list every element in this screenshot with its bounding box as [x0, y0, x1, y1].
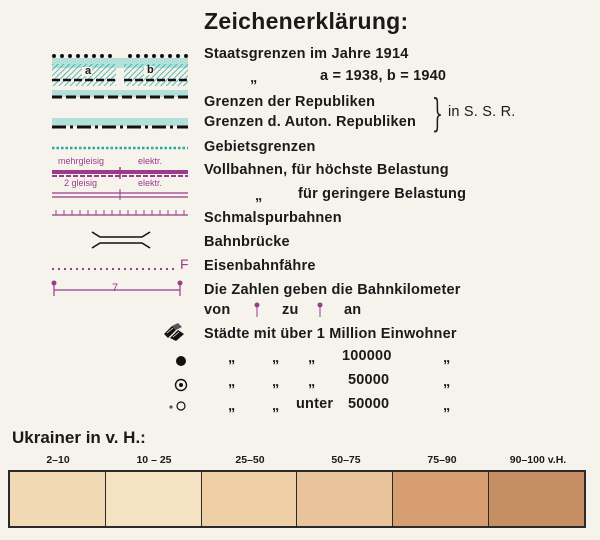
range-label: 2–10 — [46, 454, 70, 466]
label-gebietsgrenzen: Gebietsgrenzen — [204, 139, 316, 155]
label-2gleisig: 2 gleisig — [64, 178, 98, 188]
label-zu: zu — [282, 302, 299, 318]
label-republiken: Grenzen der Republiken — [204, 94, 376, 110]
label-schmalspur: Schmalspurbahnen — [204, 210, 342, 226]
city-100000-icon — [175, 355, 187, 367]
label-50000: 50000 — [348, 372, 390, 388]
auton-republic-border-symbol — [52, 118, 188, 132]
ditto-100000-1: „ — [228, 350, 236, 366]
label-bahnbruecke: Bahnbrücke — [204, 234, 290, 250]
range-label: 25–50 — [235, 454, 265, 466]
color-swatch-2-10 — [10, 472, 106, 526]
range-label: 75–90 — [427, 454, 457, 466]
railway-bridge-symbol — [52, 230, 188, 250]
brace-icon: } — [432, 91, 443, 135]
label-von: von — [204, 302, 231, 318]
ditto-100000-2: „ — [272, 350, 280, 366]
region-border-symbol — [52, 145, 188, 151]
border-1938-1940-symbol — [52, 64, 188, 86]
ditto-1938: „ — [250, 70, 258, 86]
label-staedte-million: Städte mit über 1 Million Einwohner — [204, 326, 457, 342]
ditto-unter-1: „ — [228, 398, 236, 414]
mainline-low-symbol — [52, 178, 188, 200]
label-an: an — [344, 302, 362, 318]
km-marker-icon — [316, 302, 324, 318]
city-small-icon — [168, 400, 190, 412]
ditto-50000-1: „ — [228, 374, 236, 390]
label-staatsgrenzen: Staatsgrenzen im Jahre 1914 — [204, 46, 409, 62]
km-marker-icon — [253, 302, 261, 318]
label-auton-republiken: Grenzen d. Auton. Republiken — [204, 114, 417, 130]
label-vollbahnen-gering: für geringere Belastung — [298, 186, 467, 202]
label-bahnkilometer: Die Zahlen geben die Bahnkilometer — [204, 282, 461, 298]
city-million-icon — [162, 322, 186, 342]
ditto-50000-4: „ — [443, 374, 451, 390]
color-swatch-75-90 — [393, 472, 489, 526]
republic-border-symbol — [52, 90, 188, 102]
ferry-marker: F — [180, 256, 189, 272]
color-swatch-10-25 — [106, 472, 202, 526]
ditto-unter-3: „ — [443, 398, 451, 414]
range-label: 90–100 v.H. — [509, 454, 567, 466]
label-a: a — [85, 65, 92, 77]
color-swatch-50-75 — [297, 472, 393, 526]
ukrainer-title: Ukrainer in v. H.: — [12, 428, 146, 447]
label-unter: unter — [296, 396, 334, 412]
ditto-50000-3: „ — [308, 374, 316, 390]
city-50000-icon — [174, 378, 188, 392]
km-value: 7 — [112, 282, 119, 294]
label-elektr2: elektr. — [138, 178, 163, 188]
label-b: b — [147, 64, 154, 76]
ditto-100000-4: „ — [443, 350, 451, 366]
ukrainer-color-scale — [8, 470, 586, 528]
ditto-50000-2: „ — [272, 374, 280, 390]
label-years: a = 1938, b = 1940 — [320, 68, 447, 84]
label-50000b: 50000 — [348, 396, 390, 412]
label-100000: 100000 — [342, 348, 392, 364]
label-vollbahnen-hoch: Vollbahnen, für höchste Belastung — [204, 162, 449, 178]
ditto-vollbahnen: „ — [255, 188, 263, 204]
narrow-gauge-symbol — [52, 208, 188, 218]
label-mehrgleisig: mehrgleisig — [58, 156, 105, 166]
railway-ferry-symbol — [52, 256, 189, 272]
legend-title: Zeichenerklärung: — [204, 8, 409, 34]
label-elektr: elektr. — [138, 156, 163, 166]
mainline-high-symbol — [52, 154, 188, 180]
color-swatch-25-50 — [202, 472, 298, 526]
ditto-unter-2: „ — [272, 398, 280, 414]
range-label: 10 – 25 — [136, 454, 172, 466]
rail-km-symbol — [52, 278, 188, 298]
label-eisenbahnfaehre: Eisenbahnfähre — [204, 258, 316, 274]
range-label: 50–75 — [331, 454, 361, 466]
label-in-ssr: in S. S. R. — [448, 104, 516, 120]
color-swatch-90-100 — [489, 472, 584, 526]
ditto-100000-3: „ — [308, 350, 316, 366]
